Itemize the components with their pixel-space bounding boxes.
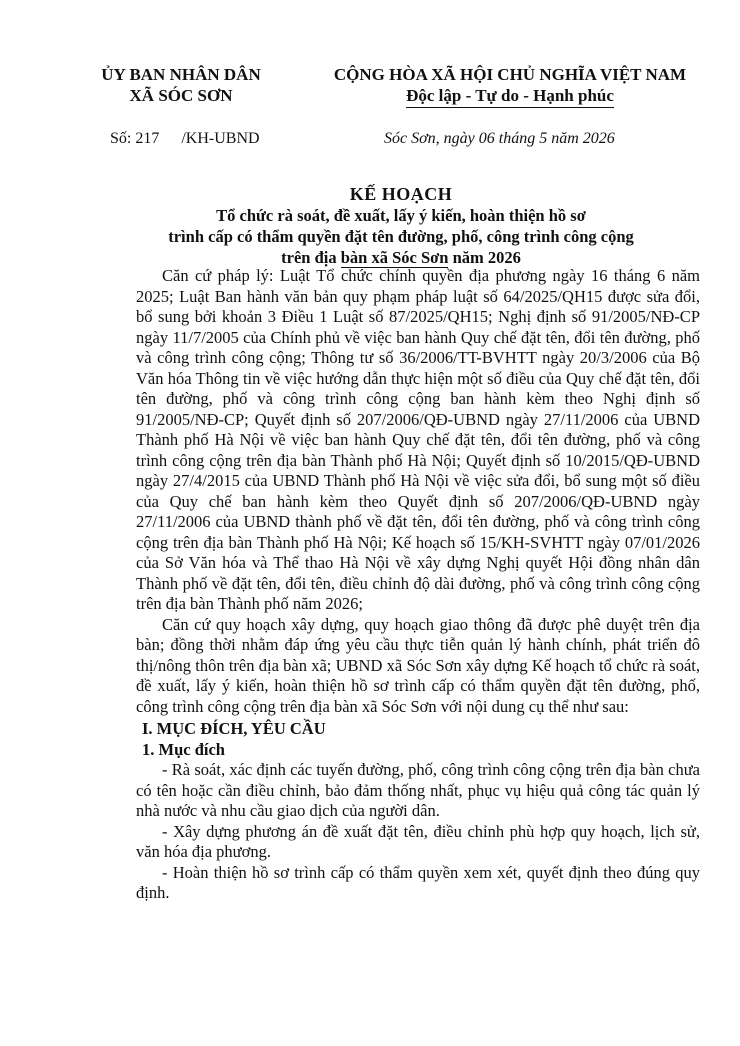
document-number-suffix: /KH-UBND <box>181 130 260 147</box>
issuing-authority <box>96 64 266 106</box>
authority-line-2: XÃ SÓC SƠN <box>129 86 233 105</box>
title-line-3-start: trên địa <box>281 248 341 267</box>
document-title <box>96 184 706 268</box>
title-line-3-end: năm 2026 <box>448 248 521 267</box>
planning-basis-paragraph: Căn cứ quy hoạch xây dựng, quy hoạch giao thông đã được phê duyệt trên địa bàn; đồng thời nhằm đáp ứng yêu cầu thực tiễn quản lý hành chính, phát triển đô thị/nông thôn trên địa bàn xã; UBND xã Sóc Sơn xây dựng Kế hoạch tổ chức rà soát, đề xuất, lấy ý kiến, hoàn thiện hồ sơ trình cấp có thẩm quyền đặt tên đường, phố, công trình công cộng trên địa bàn xã Sóc Sơn với nội dung cụ thể như sau: <box>136 614 700 716</box>
section-heading: I. MỤC ĐÍCH, YÊU CẦU <box>142 719 326 738</box>
document-number-prefix: Số: 217 <box>110 130 160 147</box>
title-line-3-underlined: bàn xã Sóc Sơn <box>340 248 449 267</box>
title-main: KẾ HOẠCH <box>349 184 453 204</box>
place-and-date: Sóc Sơn, ngày 06 tháng 5 năm 2026 <box>384 130 615 147</box>
nation-name: CỘNG HÒA XÃ HỘI CHỦ NGHĨA VIỆT NAM <box>333 65 687 84</box>
document-body <box>136 266 700 904</box>
national-title <box>312 64 708 108</box>
purpose-item-3: - Hoàn thiện hồ sơ trình cấp có thẩm quyền xem xét, quyết định theo đúng quy định. <box>136 862 700 902</box>
title-line-1: Tổ chức rà soát, đề xuất, lấy ý kiến, hoàn thiện hồ sơ <box>216 206 586 225</box>
purpose-item-1: - Rà soát, xác định các tuyến đường, phố, công trình công cộng trên địa bàn chưa có tên hoặc cần điều chỉnh, bảo đảm thống nhất, phục vụ hiệu quả công tác quản lý nhà nước và nhu cầu giao dịch của người dân. <box>136 760 700 820</box>
subsection-heading: 1. Mục đích <box>142 739 225 759</box>
purpose-item-2: - Xây dựng phương án đề xuất đặt tên, điều chỉnh phù hợp quy hoạch, lịch sử, văn hóa địa phương. <box>136 821 700 861</box>
national-motto: Độc lập - Tự do - Hạnh phúc <box>406 85 614 108</box>
title-line-2: trình cấp có thẩm quyền đặt tên đường, phố, công trình công cộng <box>168 227 634 246</box>
legal-basis-paragraph: Căn cứ pháp lý: Luật Tổ chức chính quyền địa phương ngày 16 tháng 6 năm 2025; Luật Ban hành văn bản quy phạm pháp luật số 64/2025/QH15 được sửa đổi, bổ sung bởi khoản 3 Điều 1 Luật số 87/2025/QH15; Nghị định số 91/2005/NĐ-CP ngày 11/7/2005 của Chính phủ về việc ban hành Quy chế đặt tên, đổi tên đường, phố và công trình công cộng; Thông tư số 36/2006/TT-BVHTT ngày 20/3/2006 của Bộ Văn hóa Thông tin về việc hướng dẫn thực hiện một số điều của Quy chế đặt tên, đổi tên đường, phố và công trình công cộng ban hành kèm theo Nghị định số 91/2005/NĐ-CP; Quyết định số 207/2006/QĐ-UBND ngày 27/11/2006 của UBND Thành phố Hà Nội về việc ban hành Quy chế đặt tên, đổi tên đường, phố và công trình công cộng trên địa bàn Thành phố Hà Nội; Quyết định số 10/2015/QĐ-UBND ngày 27/4/2015 của UBND Thành phố Hà Nội về việc sửa đổi, bổ sung một số điều của Quy chế ban hành kèm theo Quyết định số 207/2006/QĐ-UBND ngày 27/11/2006 của UBND thành phố về đặt tên, đổi tên đường, phố và công trình công cộng trên địa bàn Thành phố Hà Nội; Kế hoạch số 15/KH-SVHTT ngày 07/01/2026 của Sở Văn hóa và Thể thao Hà Nội về xây dựng Nghị quyết Hội đồng nhân dân Thành phố về đặt tên, đổi tên, điều chỉnh độ dài đường, phố và công trình công cộng trên địa bàn Thành phố năm 2026; <box>136 266 700 613</box>
document-number <box>110 130 260 148</box>
authority-line-1: ỦY BAN NHÂN DÂN <box>101 65 261 84</box>
title-line-3 <box>96 247 706 268</box>
